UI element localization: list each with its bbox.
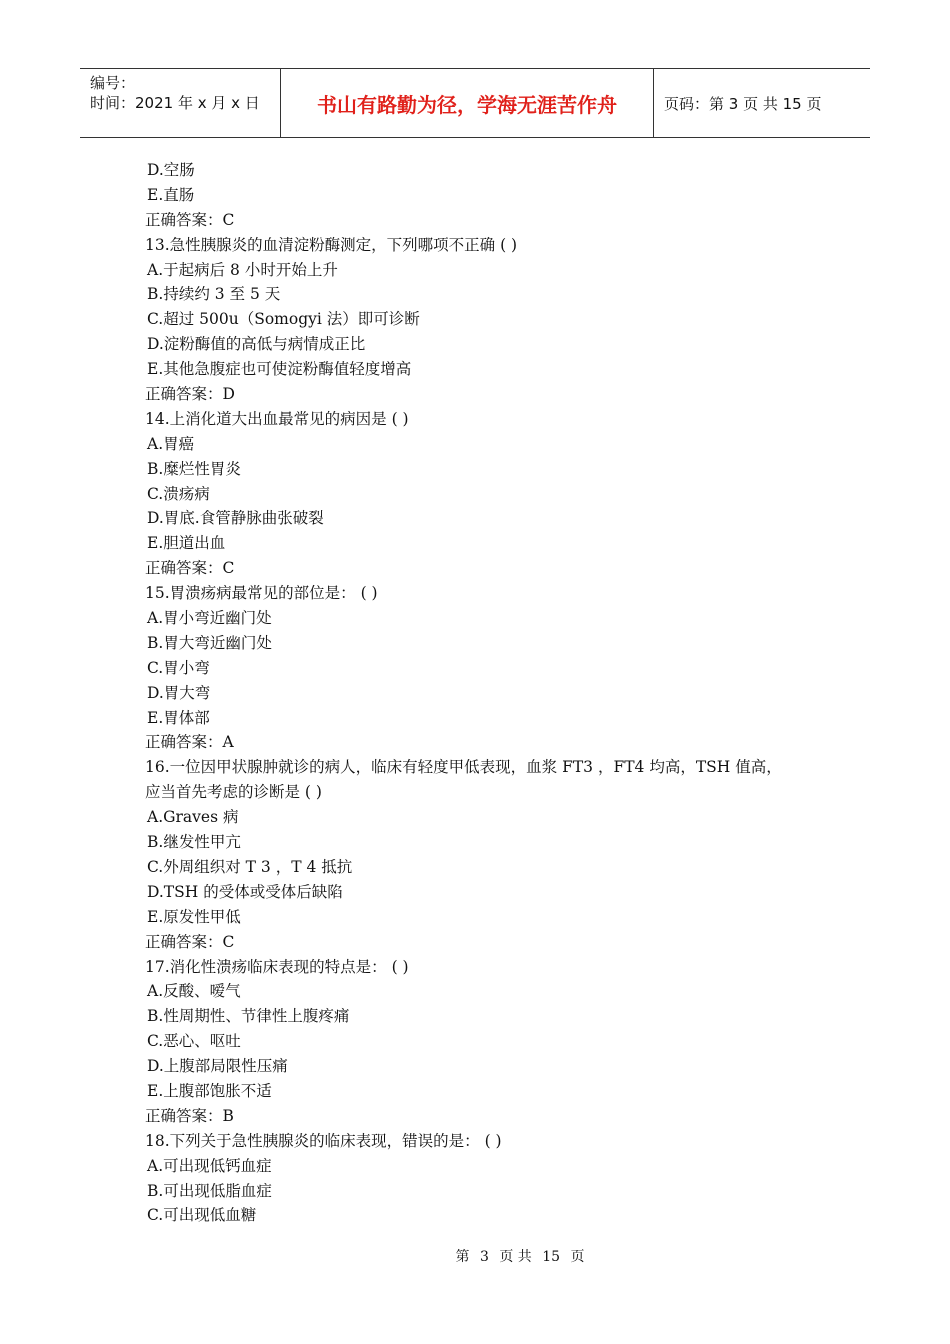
answer-option: E.胆道出血 [147, 534, 226, 553]
correct-answer: 正确答案：D [145, 385, 235, 404]
answer-option: B.糜烂性胃炎 [147, 459, 241, 478]
answer-option: C.溃疡病 [147, 484, 210, 503]
document-date: 时间：2021 年 x 月 x 日 [90, 94, 260, 112]
question-text: 15.胃溃疡病最常见的部位是： ( ) [145, 584, 378, 603]
question-text: 13.急性胰腺炎的血清淀粉酶测定，下列哪项不正确 ( ) [145, 235, 518, 254]
footer-total-pages: 15 [542, 1249, 561, 1265]
question-content [145, 158, 845, 1228]
header-motto: 书山有路勤为径，学海无涯苦作舟 [317, 92, 617, 117]
answer-option: A.Graves 病 [147, 808, 239, 827]
answer-option: E.直肠 [147, 185, 195, 204]
answer-option: C.外周组织对 T 3 ，T 4 抵抗 [147, 857, 353, 876]
footer-suffix: 页 [570, 1249, 585, 1265]
page-header [80, 68, 870, 138]
footer-middle: 页 共 [499, 1249, 532, 1265]
answer-option: B.可出现低脂血症 [147, 1181, 272, 1200]
footer-prefix: 第 [455, 1249, 470, 1265]
correct-answer: 正确答案：A [145, 733, 234, 752]
answer-option: B.胃大弯近幽门处 [147, 633, 272, 652]
answer-option: A.胃小弯近幽门处 [147, 609, 272, 628]
header-page-info-cell [654, 69, 870, 137]
answer-option: C.胃小弯 [147, 658, 210, 677]
answer-option: D.胃大弯 [147, 683, 211, 702]
question-text: 16.一位因甲状腺肿就诊的病人，临床有轻度甲低表现，血浆 FT3 ，FT4 均高，TSH 值高， [145, 758, 782, 777]
page-footer [0, 1246, 950, 1266]
answer-option: B.性周期性、节律性上腹疼痛 [147, 1007, 350, 1026]
answer-option: A.胃癌 [147, 434, 195, 453]
answer-option: A.于起病后 8 小时开始上升 [147, 260, 338, 279]
question-text: 17.消化性溃疡临床表现的特点是： ( ) [145, 957, 409, 976]
question-text: 应当首先考虑的诊断是 ( ) [145, 783, 322, 802]
answer-option: A.反酸、嗳气 [147, 982, 241, 1001]
answer-option: D.TSH 的受体或受体后缺陷 [147, 882, 343, 901]
document-number-label: 编号： [90, 74, 136, 92]
answer-option: B.持续约 3 至 5 天 [147, 285, 281, 304]
answer-option: A.可出现低钙血症 [147, 1156, 272, 1175]
correct-answer: 正确答案：B [145, 1106, 234, 1125]
answer-option: D.胃底.食管静脉曲张破裂 [147, 509, 324, 528]
answer-option: E.上腹部饱胀不适 [147, 1081, 272, 1100]
answer-option: E.原发性甲低 [147, 907, 241, 926]
header-meta [80, 69, 281, 137]
answer-option: E.其他急腹症也可使淀粉酶值轻度增高 [147, 360, 412, 379]
answer-option: D.淀粉酶值的高低与病情成正比 [147, 335, 366, 354]
question-text: 18.下列关于急性胰腺炎的临床表现，错误的是： ( ) [145, 1131, 502, 1150]
answer-option: D.空肠 [147, 161, 195, 179]
correct-answer: 正确答案：C [145, 559, 235, 578]
answer-option: C.超过 500u（Somogyi 法）即可诊断 [147, 310, 420, 329]
answer-option: D.上腹部局限性压痛 [147, 1057, 288, 1076]
header-motto-cell [281, 69, 654, 137]
footer-current-page: 3 [479, 1249, 489, 1265]
answer-option: C.恶心、呕吐 [147, 1032, 241, 1051]
answer-option: E.胃体部 [147, 708, 210, 727]
question-text: 14.上消化道大出血最常见的病因是 ( ) [145, 409, 409, 428]
correct-answer: 正确答案：C [145, 210, 235, 229]
header-page-info: 页码：第 3 页 共 15 页 [664, 94, 822, 113]
answer-option: C.可出现低血糖 [147, 1206, 257, 1225]
correct-answer: 正确答案：C [145, 932, 235, 951]
answer-option: B.继发性甲亢 [147, 833, 241, 852]
